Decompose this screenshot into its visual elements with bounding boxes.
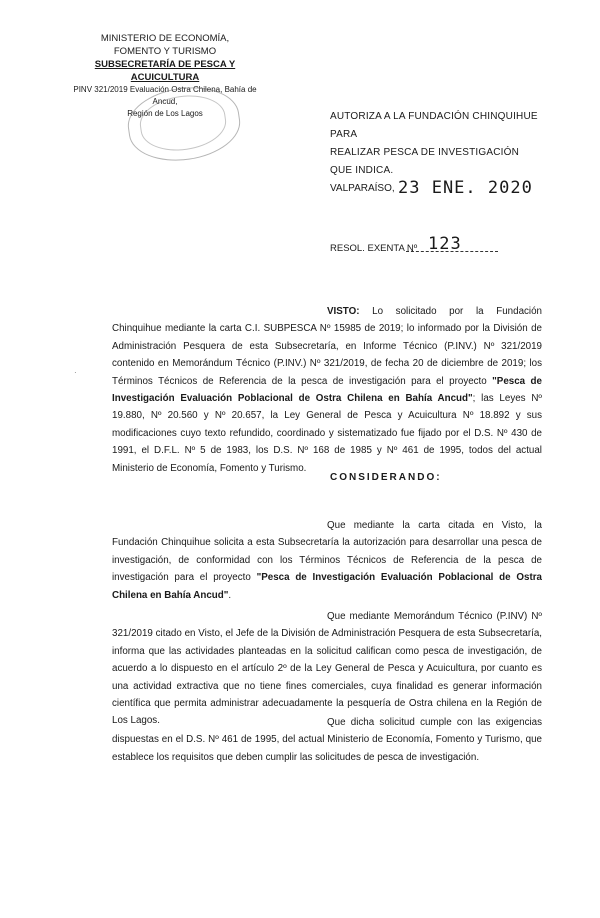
visto-label: VISTO: [327,306,360,317]
date-stamp: 23 ENE. 2020 [398,178,533,198]
ministry-line2: FOMENTO Y TURISMO [113,46,217,57]
margin-mark: · [74,368,77,377]
visto-project-name: "Pesca de Investigación Evaluación Poblacional de Ostra Chilena en Bahía Ancud" [112,375,542,405]
considerando-heading: CONSIDERANDO: [330,472,442,483]
visto-text-a: Lo solicitado por la Fundación Chinquihue mediante la carta C.I. SUBPESCA Nº 15985 de 2019; lo informado por la División de Administración Pesquera de esta Subsecretaría, en Informe Técnico (P.INV.) Nº 321/2019 contenido en Memorándum Técnico (P.INV.) Nº 321/2019, de fecha 20 de diciembre de 2019; los Términos Técnicos de Referencia de la pesca de investigación para el proyecto [112,306,542,387]
region-line: Región de Los Lagos [127,109,203,118]
ministry-line1: MINISTERIO DE ECONOMÍA, [100,33,230,44]
considerando-paragraph-2 [112,608,542,730]
subject-line2: REALIZAR PESCA DE INVESTIGACIÓN QUE INDICA. [330,147,520,176]
paragraph1-project-name: "Pesca de Investigación Evaluación Poblacional de Ostra Chilena en Bahía Ancud" [112,572,542,601]
resolution-subject [330,108,540,180]
subject-line1: AUTORIZA A LA FUNDACIÓN CHINQUIHUE PARA [330,111,538,140]
resolution-number-line [406,251,498,252]
considerando-paragraph-3 [112,714,542,766]
place-label: VALPARAÍSO, [330,183,395,194]
paragraph3-text: Que dicha solicitud cumple con las exigencias dispuestas en el D.S. Nº 461 de 1995, del actual Ministerio de Economía, Fomento y Turismo, que establece los requisitos que deben cumplir las solicitudes de pesca de investigación. [112,717,542,763]
resolution-label: RESOL. EXENTA Nº [330,243,418,254]
visto-text-b: ; las Leyes Nº 19.880, Nº 20.560 y Nº 20.657, la Ley General de Pesca y Acuicultura Nº 18.892 y sus modificaciones cuyo texto refundido, coordinado y sistematizado fue fijado por el D.S. Nº 430 de 1991, el D.F.L. Nº 5 de 1983, los D.S. Nº 168 de 1985 y Nº 461 de 1995, todos del actual Ministerio de Economía, Fomento y Turismo. [112,393,542,474]
subsecretaria-name: SUBSECRETARÍA DE PESCA Y ACUICULTURA [94,59,236,83]
paragraph2-text: Que mediante Memorándum Técnico (P.INV) Nº 321/2019 citado en Visto, el Jefe de la División de Administración Pesquera de esta Subsecretaría, informa que las actividades planteadas en la solicitud califican como pesca de investigación, de acuerdo a lo dispuesto en el artículo 2º de la Ley General de Pesca y Acuicultura, por cuanto es una actividad extractiva que no tiene fines comerciales, cuya finalidad es generar información científica que permita administrar adecuadamente la pesquería de Ostra chilena en la Región de Los Lagos. [112,611,542,727]
reference-line: PINV 321/2019 Evaluación Ostra Chilena, Bahía de Ancud, [73,85,257,106]
considerando-paragraph-1 [112,517,542,604]
resolution-number: 123 [428,234,462,254]
paragraph1-text-a: Que mediante la carta citada en Visto, la Fundación Chinquihue solicita a esta Subsecretaría la autorización para desarrollar una pesca de investigación, de conformidad con los Términos Técnicos de Referencia de la pesca de investigación para el proyecto [112,520,542,584]
paragraph1-text-b: . [228,589,232,601]
visto-paragraph [112,303,542,477]
